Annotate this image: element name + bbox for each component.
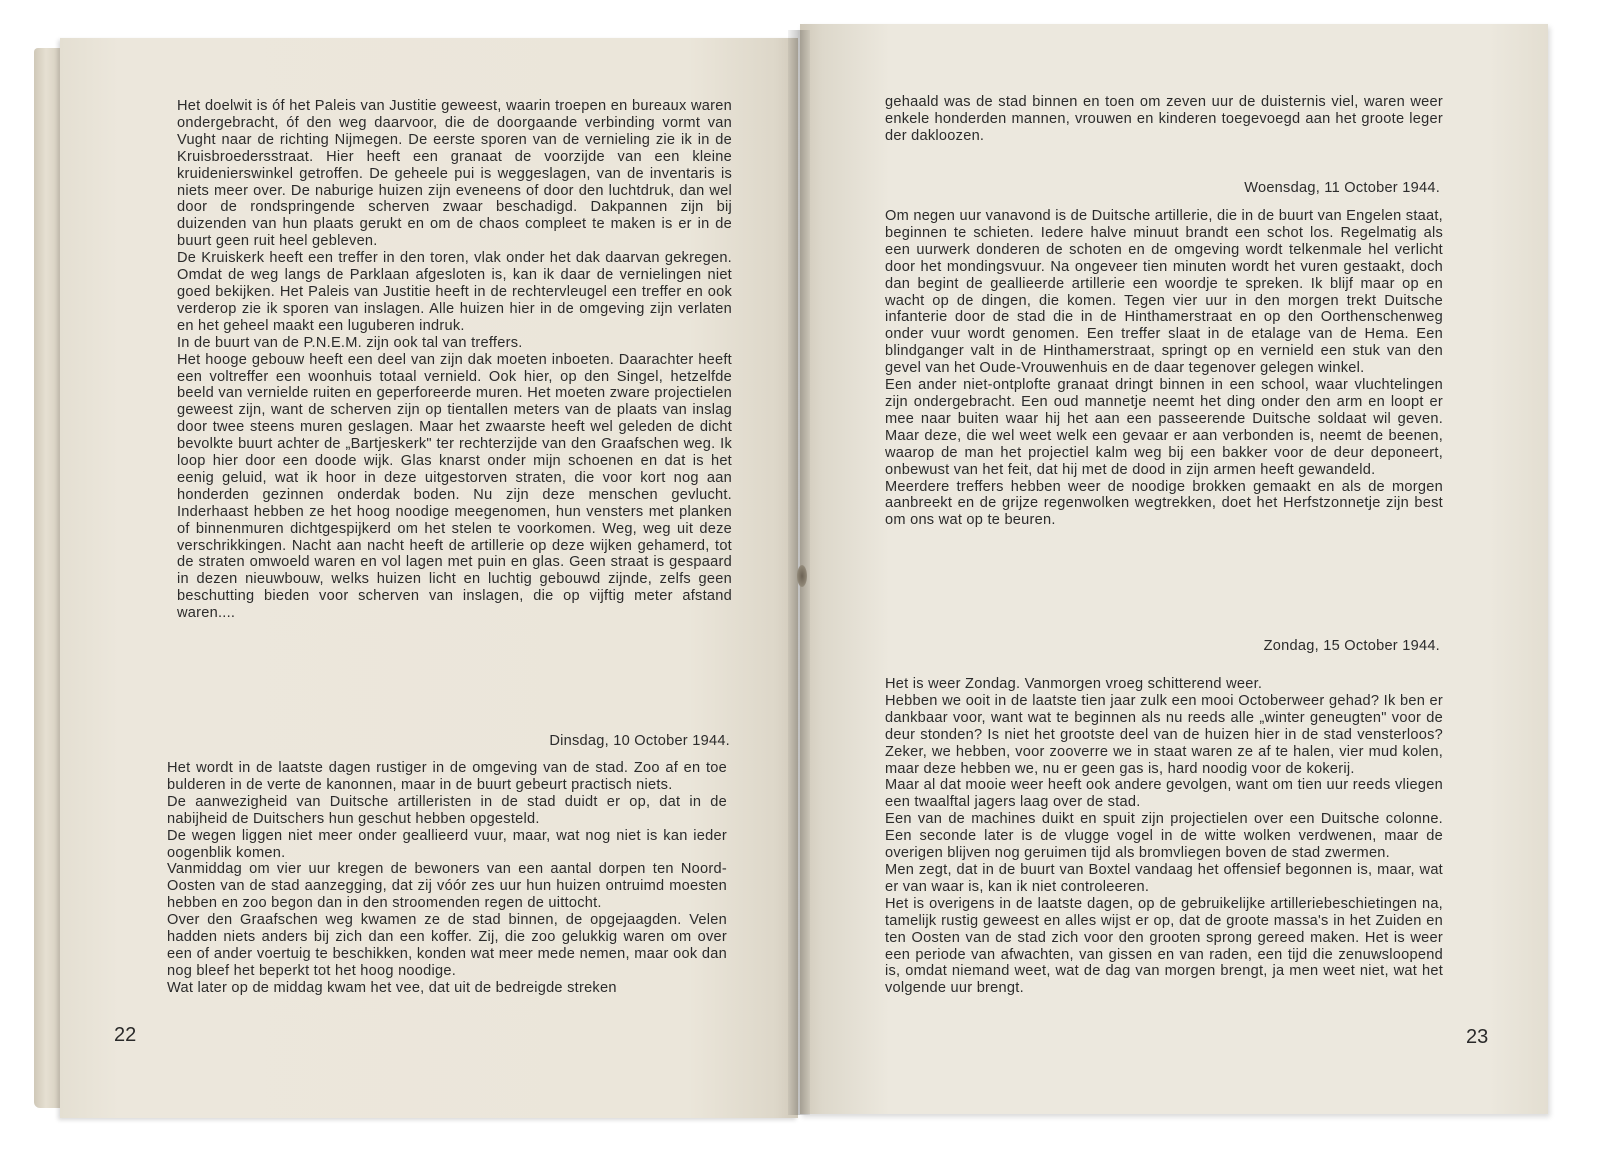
page-number: 23 [1466, 1026, 1489, 1048]
paragraph: Meerdere treffers hebben weer de noodige brokken gemaakt en als de morgen aanbreekt en de grijze regenwolken wegtrekken, doet het Herfstzonnetje zijn best om ons wat op te beuren. [885, 478, 1443, 529]
paragraph: Men zegt, dat in de buurt van Boxtel vandaag het offensief begonnen is, maar, wat er van waar is, kan ik niet controleeren. [885, 861, 1443, 895]
page-number: 22 [114, 1024, 137, 1046]
paragraph: Om negen uur vanavond is de Duitsche artillerie, die in de buurt van Engelen staat, beginnen te schieten. Iedere halve minuut brandt een schot los. Regelmatig als een uurwerk donderen de schoten en de omgeving wordt telkenmale hel verlicht door het mondingsvuur. Na ongeveer tien minuten wordt het vuren gestaakt, doch dan begint de geallieerde artillerie een woordje te spreken. Ik blijf maar op en wacht op de dingen, die komen. Tegen vier uur in den morgen trekt Duitsche infanterie door de stad die in de Hinthamerstraat en op den Oorthenschenweg onder vuur wordt genomen. Een treffer slaat in de etalage van de Hema. Een blindganger valt in de Hinthamerstraat, springt op en vernield een stuk van den gevel van het Oude-Vrouwenhuis en de daar tegenover gelegen winkel. [885, 208, 1443, 377]
left-page-body-2 [167, 760, 727, 997]
paragraph: Een ander niet-ontplofte granaat dringt binnen in een school, waar vluchtelingen zijn ondergebracht. Een oud mannetje neemt het ding onder den arm en loopt er mee naar buiten waar hij het aan een passeerende Duitsche soldaat wil geven. Maar deze, die wel weet welk een gevaar er aan verbonden is, neemt de beenen, waarop de man het projectiel kalm weg bij een bakker voor de deur deponeert, onbewust van het feit, dat hij met de dood in zijn armen heeft gewandeld. [885, 377, 1443, 478]
binding-staple [797, 565, 807, 587]
paragraph: Het wordt in de laatste dagen rustiger in de omgeving van de stad. Zoo af en toe bulderen in de verte de kanonnen, maar in de buurt gebeurt practisch niets. [167, 760, 727, 793]
right-page-body-3 [885, 676, 1443, 997]
paragraph: Het doelwit is óf het Paleis van Justitie geweest, waarin troepen en bureaux waren ondergebracht, óf den weg daarvoor, die de doorgaande verbinding vormt van Vught naar de richting Nijmegen. De eerste sporen van de vernieling zie ik in de Kruisbroedersstraat. Hier heeft een granaat de voorzijde van een kleine kruidenierswinkel getroffen. De geheele pui is weggeslagen, van de inventaris is niets meer over. De naburige huizen zijn eveneens of door den luchtdruk, dan wel door de rondspringende scherven zwaar beschadigd. Dakpannen zijn bij duizenden van hun plaats gerukt en om de chaos compleet te maken is er in de buurt geen ruit heel gebleven. [177, 98, 732, 250]
paragraph: Hebben we ooit in de laatste tien jaar zulk een mooi Octoberweer gehad? Ik ben er dankbaar voor, want wat te beginnen als nu reeds alle „winter geneugten" voor de deur stonden? Is niet het grootste deel van de huizen hier in de stad vensterloos? Zeker, we hebben, voor zooverre we in staat waren ze af te halen, vier mud kolen, maar deze hebben we, nu er geen gas is, hard noodig voor de kokerij. [885, 692, 1443, 777]
paragraph: Het is weer Zondag. Vanmorgen vroeg schitterend weer. [885, 676, 1263, 692]
right-page-intro [885, 94, 1443, 145]
paragraph: Een van de machines duikt en spuit zijn projectielen over een Duitsche colonne. Een seconde later is de vlugge vogel in de witte wolken verdwenen, maar de overigen blijven nog geruimen tijd als bromvliegen boven de stad zwermen. [885, 811, 1443, 862]
paragraph: gehaald was de stad binnen en toen om zeven uur de duisternis viel, waren weer enkele honderden mannen, vrouwen en kinderen toegevoegd aan het groote leger der dakloozen. [885, 94, 1443, 144]
left-page-body [177, 98, 732, 622]
diary-date-heading: Woensdag, 11 October 1944. [1244, 180, 1440, 196]
paragraph: Vanmiddag om vier uur kregen de bewoners van een aantal dorpen ten Noord-Oosten van de stad aanzegging, dat zij vóór zes uur hun huizen ontruimd moesten hebben en zoo begon dan in den stroomenden regen de uittocht. [167, 861, 727, 912]
paragraph: Maar al dat mooie weer heeft ook andere gevolgen, want om tien uur reeds vliegen een twaalftal jagers laag over de stad. [885, 777, 1443, 811]
paragraph: De aanwezigheid van Duitsche artilleristen in de stad duidt er op, dat in de nabijheid de Duitschers hun geschut hebben opgesteld. [167, 793, 727, 827]
paragraph: Over den Graafschen weg kwamen ze de stad binnen, de opgejaagden. Velen hadden niets anders bij zich dan een koffer. Zij, die zoo gelukkig waren om over een of ander voertuig te beschikken, konden wat meer mede nemen, maar ook dan nog bleef het beperkt tot het hoog noodige. [167, 912, 727, 979]
right-page-body-2 [885, 208, 1443, 529]
paragraph: Wat later op de middag kwam het vee, dat uit de bedreigde streken [167, 979, 617, 996]
paragraph: De Kruiskerk heeft een treffer in den toren, vlak onder het dak daarvan gekregen. Omdat de weg langs de Parklaan afgesloten is, kan ik daar de vernielingen niet goed bekijken. Het Paleis van Justitie heeft in de rechtervleugel een treffer en ook verderop zie ik sporen van inslagen. Alle huizen hier in de omgeving zijn verlaten en het geheel maakt een luguberen indruk. [177, 250, 732, 334]
diary-date-heading: Dinsdag, 10 October 1944. [549, 733, 730, 749]
paragraph: In de buurt van de P.N.E.M. zijn ook tal van treffers. [177, 334, 523, 351]
diary-date-heading: Zondag, 15 October 1944. [1263, 638, 1440, 654]
paragraph: Het is overigens in de laatste dagen, op de gebruikelijke artilleriebeschietingen na, tamelijk rustig geweest en alles wijst er op, dat de groote massa's in het Zuiden en ten Oosten van de stad zich voor den grooten sprong gereed maken. Het is weer een periode van afwachten, van gissen en van raden, een tijd die zenuwsloopend is, omdat niemand weet, wat de dag van morgen brengt, ja men weet niet, wat het volgende uur brengt. [885, 895, 1443, 997]
paragraph: Het hooge gebouw heeft een deel van zijn dak moeten inboeten. Daarachter heeft een voltreffer een woonhuis totaal vernield. Ook hier, op den Singel, hetzelfde beeld van vernielde ruiten en geperforeerde muren. Het moeten zware projectielen geweest zijn, want de scherven zijn op tientallen meters van de plaats van inslag door twee steens muren geslagen. Maar het zwaarste heeft wel geleden de dicht bevolkte buurt achter de „Bartjeskerk" ter rechterzijde van den Graafschen weg. Ik loop hier door een doode wijk. Glas knarst onder mijn schoenen en dat is het eenig geluid, wat ik hoor in deze uitgestorven straten, die voor kort nog aan honderden gezinnen onderdak boden. Nu zijn deze menschen gevlucht. Inderhaast hebben ze het hoog noodige meegenomen, hun vensters met planken of binnenmuren dichtgespijkerd om het stelen te voorkomen. Weg, weg uit deze verschrikkingen. Nacht aan nacht heeft de artillerie op deze wijken gehamerd, tot de straten omwoeld waren en vol lagen met puin en glas. Geen straat is gespaard in dezen nieuwbouw, welks huizen licht en luchtig gebouwd zijnde, zelfs geen beschutting bieden voor scherven van inslagen, die op vijftig meter afstand waren.... [177, 351, 732, 622]
paragraph: De wegen liggen niet meer onder geallieerd vuur, maar, wat nog niet is kan ieder oogenblik komen. [167, 827, 727, 861]
